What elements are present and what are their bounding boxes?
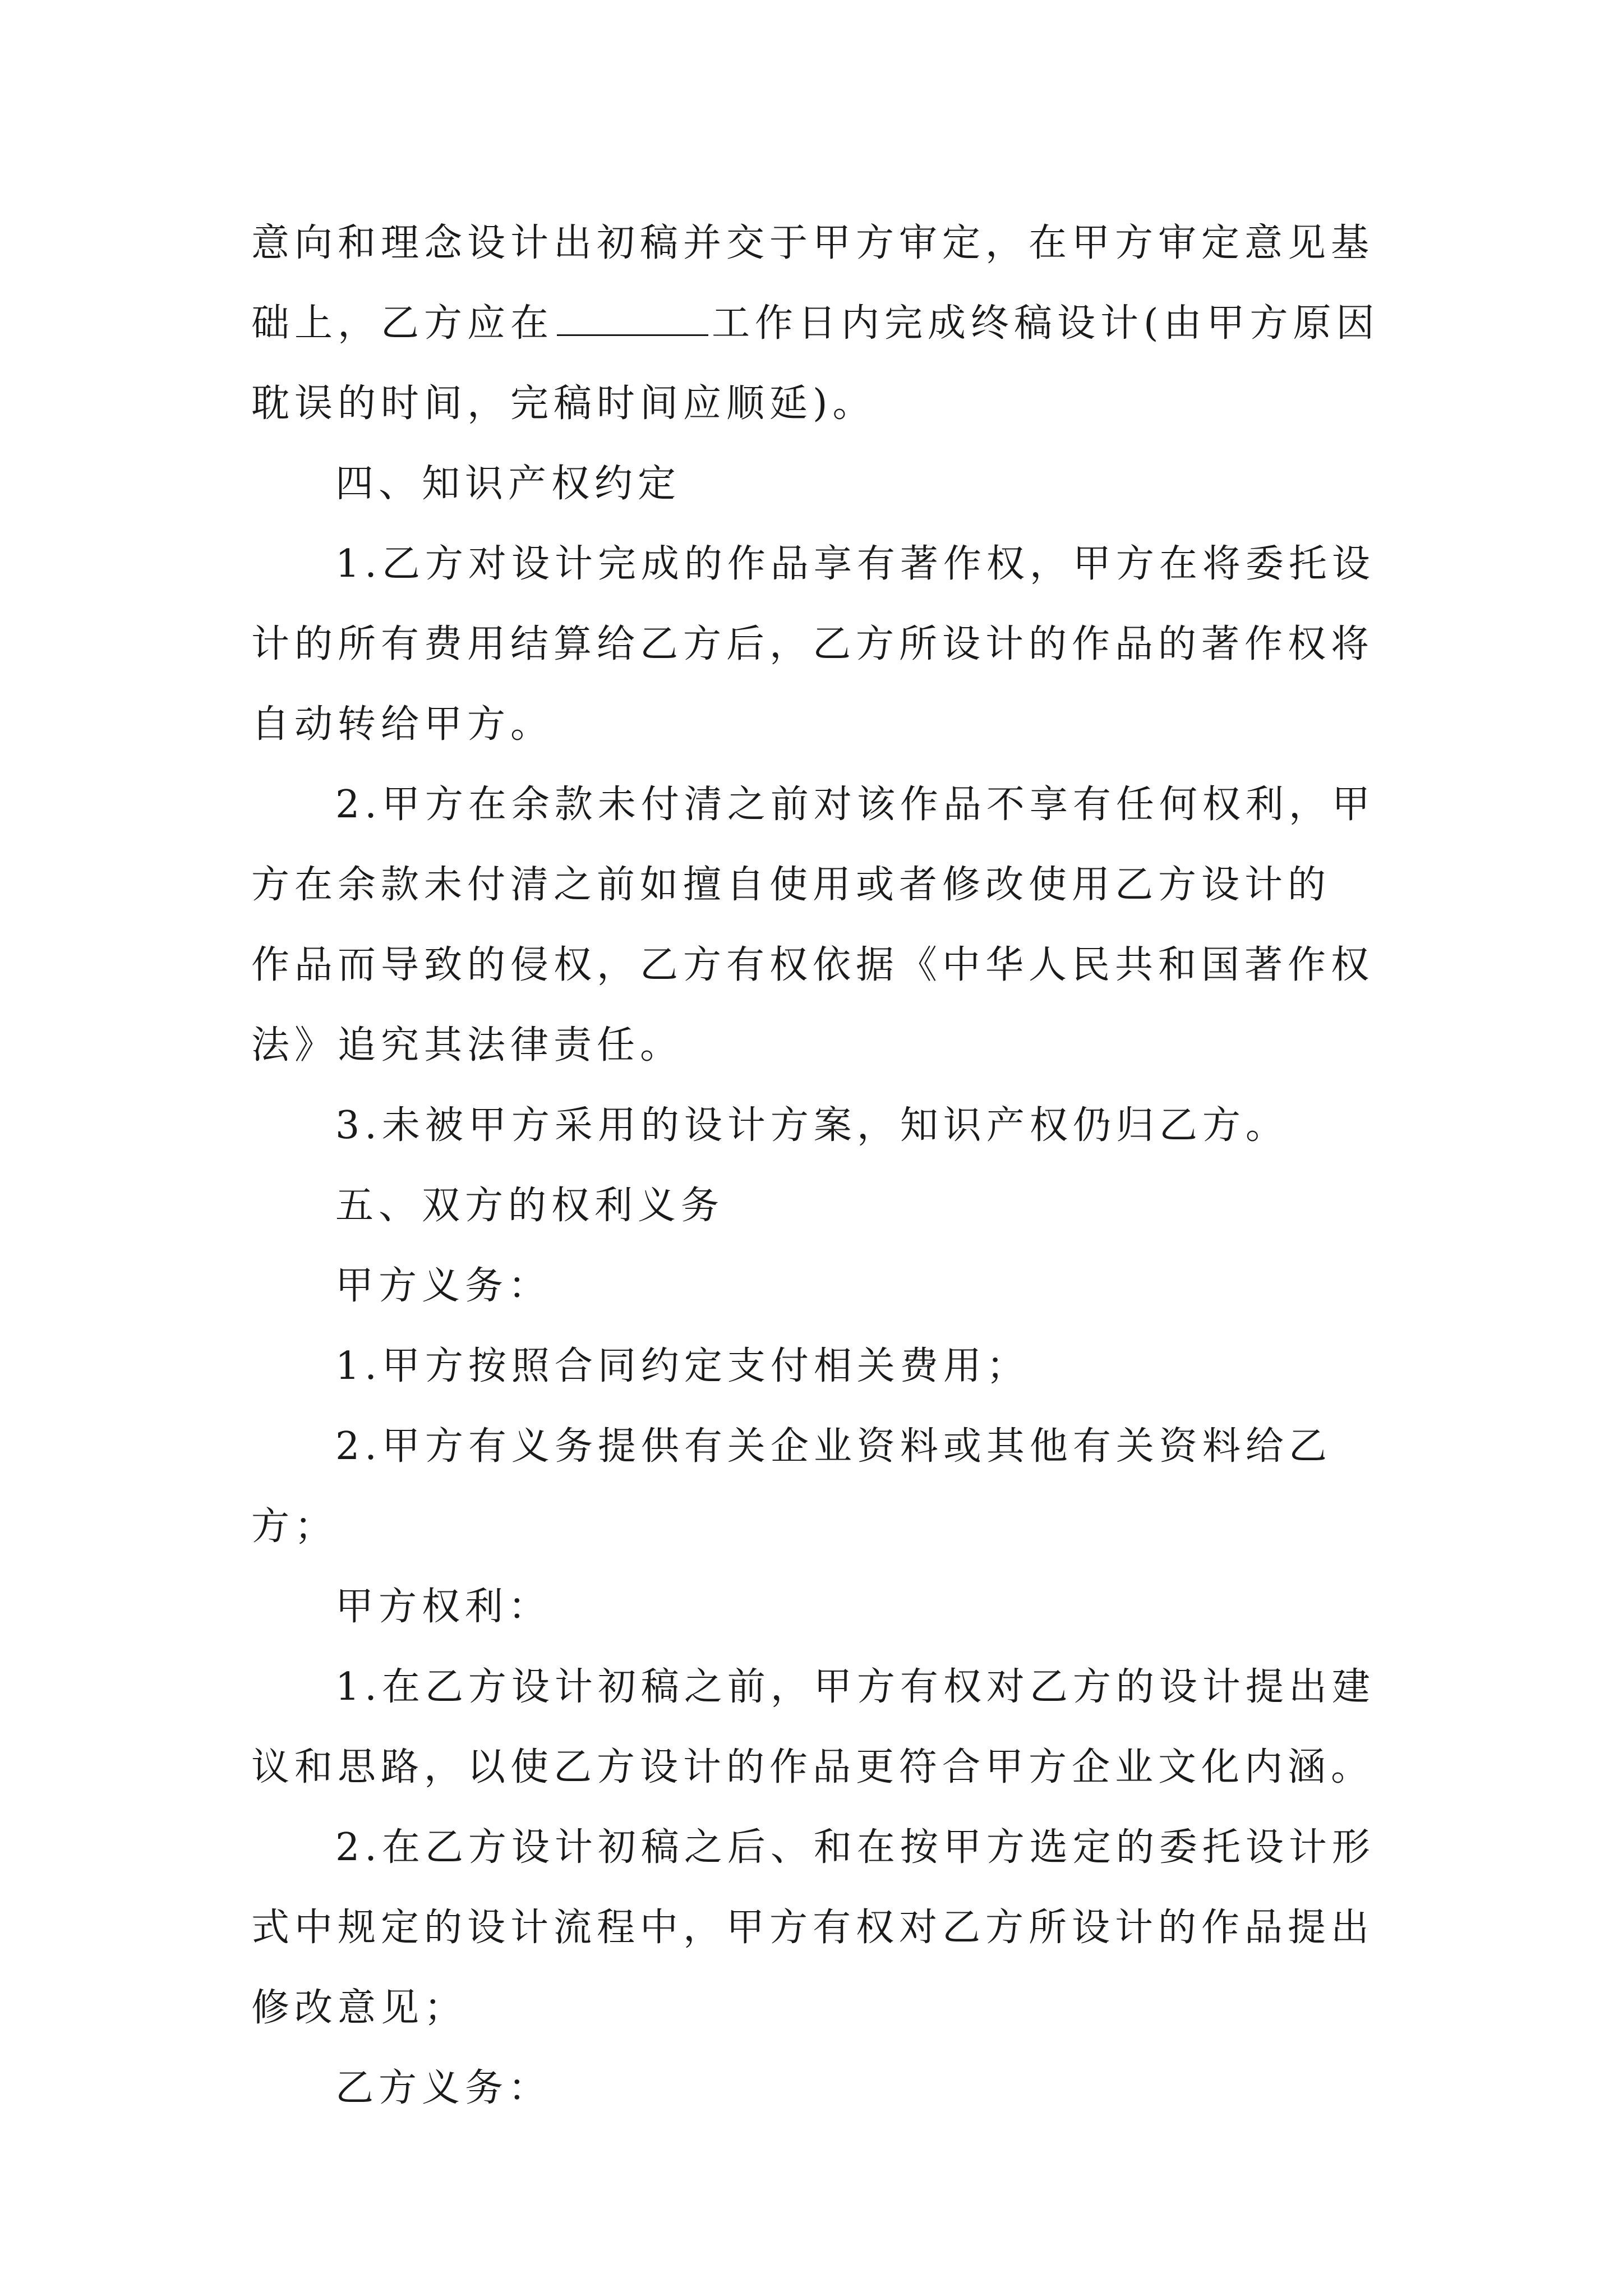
clause-line: 1.甲方按照合同约定支付相关费用； [335,1344,1030,1388]
paragraph-line: 计的所有费用结算给乙方后，乙方所设计的作品的著作权将 [251,622,1375,666]
clause-line: 2.甲方有义务提供有关企业资料或其他有关资料给乙 [335,1424,1332,1469]
paragraph-line: 修改意见； [251,1986,468,2030]
line-text: 础上，乙方应在 [251,301,554,346]
paragraph-line: 耽误的时间，完稿时间应顺延)。 [251,381,876,426]
subsection-heading: 甲方权利： [335,1585,552,1629]
paragraph-line: 方在余款未付清之前如擅自使用或者修改使用乙方设计的 [251,863,1331,907]
paragraph-line: 议和思路，以使乙方设计的作品更符合甲方企业文化内涵。 [251,1745,1375,1789]
clause-line: 1.乙方对设计完成的作品享有著作权，甲方在将委托设 [335,542,1375,586]
section-heading: 四、知识产权约定 [335,462,681,506]
paragraph-line: 法》追究其法律责任。 [251,1023,684,1068]
clause-line: 2.甲方在余款未付清之前对该作品不享有任何权利，甲 [335,783,1375,827]
section-heading: 五、双方的权利义务 [335,1184,725,1228]
clause-line: 1.在乙方设计初稿之前，甲方有权对乙方的设计提出建 [335,1665,1375,1709]
paragraph-line: 作品而导致的侵权，乙方有权依据《中华人民共和国著作权 [251,943,1375,987]
paragraph-line-with-blank [251,283,1390,364]
paragraph-line: 式中规定的设计流程中，甲方有权对乙方所设计的作品提出 [251,1906,1375,1950]
clause-line: 2.在乙方设计初稿之后、和在按甲方选定的委托设计形 [335,1825,1375,1870]
clause-line: 3.未被甲方采用的设计方案，知识产权仍归乙方。 [335,1103,1289,1148]
subsection-heading: 乙方义务： [335,2066,552,2110]
fill-in-blank [557,332,708,336]
document-body [251,203,1390,2128]
paragraph-line: 方； [251,1504,338,1549]
paragraph-line: 自动转给甲方。 [251,702,554,747]
subsection-heading: 甲方义务： [335,1264,552,1308]
line-text: 工作日内完成终稿设计(由甲方原因 [712,301,1380,346]
paragraph-line: 意向和理念设计出初稿并交于甲方审定，在甲方审定意见基 [251,221,1375,265]
